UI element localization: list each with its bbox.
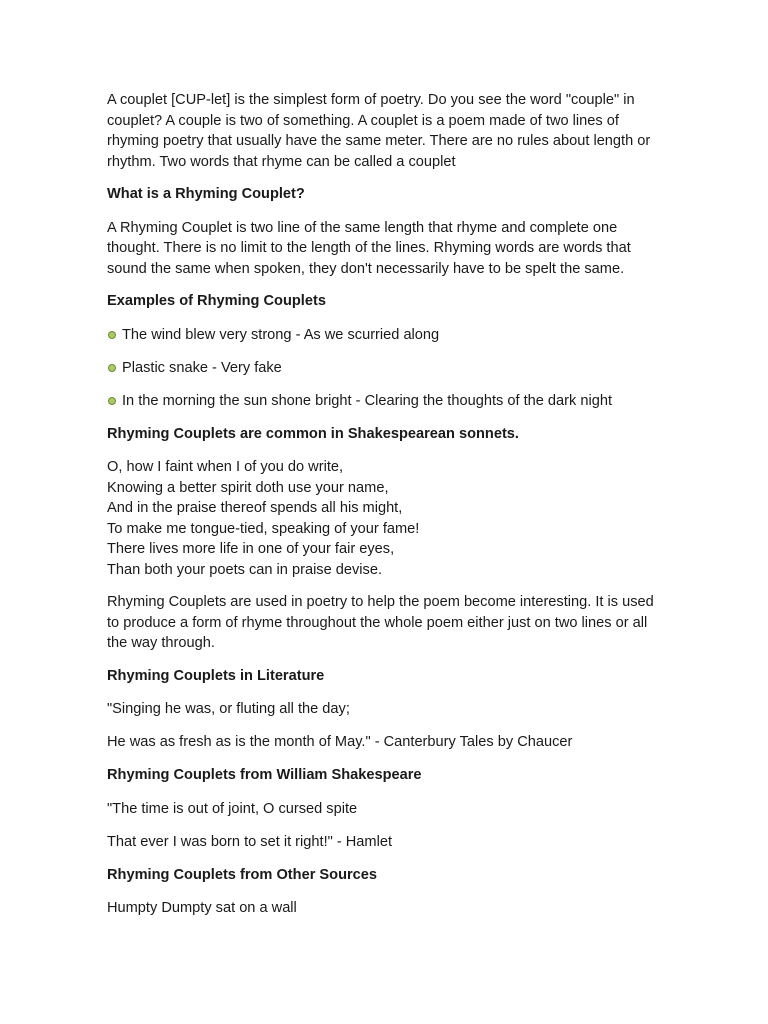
list-item <box>107 358 667 379</box>
sonnet-verse <box>107 457 667 580</box>
quote-line: "Singing he was, or fluting all the day; <box>107 701 350 717</box>
heading-literature: Rhyming Couplets in Literature <box>107 667 325 684</box>
quote-line: He was as fresh as is the month of May." - Canterbury Tales by Chaucer <box>107 734 573 750</box>
heading-shakespeare: Rhyming Couplets from William Shakespeare <box>107 767 422 783</box>
verse-line: To make me tongue-tied, speaking of your fame! <box>107 520 420 537</box>
usage-paragraph: Rhyming Couplets are used in poetry to help the poem become interesting. It is used to produce a form of rhyme throughout the whole poem either just on two lines or all the way through. <box>107 594 654 651</box>
bullet-icon <box>108 397 116 405</box>
list-item <box>107 391 667 412</box>
example-text: The wind blew very strong - As we scurried along <box>122 326 440 343</box>
verse-line: Than both your poets can in praise devise. <box>107 561 383 578</box>
heading-examples: Examples of Rhyming Couplets <box>107 293 326 309</box>
quote-line: That ever I was born to set it right!" - Hamlet <box>107 833 392 850</box>
quote-line: Humpty Dumpty sat on a wall <box>107 900 297 916</box>
verse-line: And in the praise thereof spends all his might, <box>107 500 403 516</box>
list-item <box>107 325 667 346</box>
heading-shakespearean: Rhyming Couplets are common in Shakespearean sonnets. <box>107 425 519 442</box>
definition-paragraph: A Rhyming Couplet is two line of the same length that rhyme and complete one thought. There is no limit to the length of the lines. Rhyming words are words that sound the same when spoken, they don't necessarily have to be spelt the same. <box>107 219 631 277</box>
example-text: In the morning the sun shone bright - Clearing the thoughts of the dark night <box>122 392 613 409</box>
intro-paragraph: A couplet [CUP-let] is the simplest form of poetry. Do you see the word "couple" in couplet? A couple is two of something. A couplet is a poem made of two lines of rhyming poetry that usually have the same meter. There are no rules about length or rhythm. Two words that rhyme can be called a couplet <box>107 92 651 170</box>
verse-line: There lives more life in one of your fair eyes, <box>107 541 395 557</box>
verse-line: O, how I faint when I of you do write, <box>107 459 344 475</box>
quote-line: "The time is out of joint, O cursed spite <box>107 800 358 817</box>
bullet-icon <box>108 364 116 372</box>
heading-what-is: What is a Rhyming Couplet? <box>107 186 305 202</box>
heading-other-sources: Rhyming Couplets from Other Sources <box>107 866 378 883</box>
verse-line: Knowing a better spirit doth use your name, <box>107 479 389 496</box>
example-text: Plastic snake - Very fake <box>122 359 282 376</box>
document-page <box>107 90 667 931</box>
bullet-icon <box>108 331 116 339</box>
